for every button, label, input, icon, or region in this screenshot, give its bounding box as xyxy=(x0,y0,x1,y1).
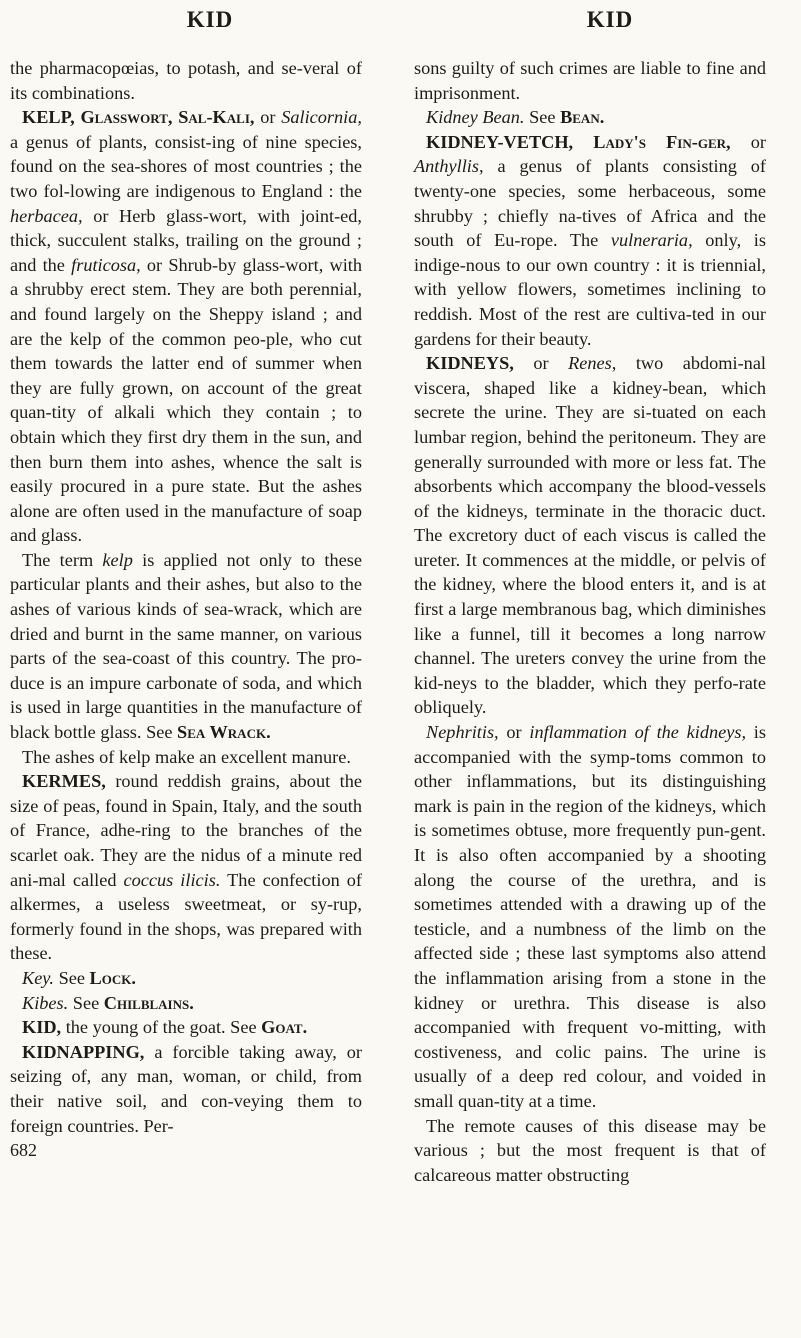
entry-headword: Kidney Bean. xyxy=(426,107,525,128)
running-head-right: KID xyxy=(586,7,634,32)
entry-kermes: KERMES, round reddish grains, about the size of peas, found in Spain, Italy, and the south of France, adhe-ring to the branches of the scarlet oak. They are the nidus of a minute red ani-mal called coccus ilicis. The confection of alkermes, a useless sweetmeat, or sy-rup, formerly found in the shops, was prepared with these. xyxy=(10,771,362,964)
entry-kelp: KELP, Glasswort, Sal-Kali, or Salicornia, a genus of plants, consist-ing of nine species, found on the sea-shores of most countries ; the two fol-lowing are indigenous to England : the herbacea, or Herb glass-wort, with joint-ed, thick, succulent stalks, trailing on the ground ; and the fruticosa, or Shrub-by glass-wort, with a shrubby erect stem. They are both perennial, and found largely on the Sheppy island ; and are the kelp of the common peo-ple, who cut them towards the latter end of summer when they are fully grown, on account of the great quan-tity of alkali which they contain ; to obtain which they first dry them in the sun, and then burn them into ashes, whence the salt is easily procured in a pure state. But the ashes alone are often used in the manufacture of soap and glass. xyxy=(10,107,362,546)
entry-kidnapping: KIDNAPPING, a forcible taking away, or seizing of, any man, woman, or child, from their native soil, and con-veying them to foreign countries. Per- xyxy=(10,1041,362,1136)
entry-headword: KIDNEY-VETCH, xyxy=(426,131,574,152)
running-head-left: KID xyxy=(186,7,234,32)
left-column xyxy=(10,56,362,1163)
entry-headword: KELP, xyxy=(22,107,75,128)
page-number: 682 xyxy=(10,1140,37,1161)
entry-kidneys: KIDNEYS, or Renes, two abdomi-nal viscera, shaped like a kidney-bean, which secrete the urine. They are si-tuated on each lumbar region, behind the peritoneum. They are generally surrounded with more or less fat. The absorbents which accompany the blood-vessels of the kidneys, terminate in the thoracic duct. The excretory duct of each viscus is called the ureter. It commences at the middle, or pelvis of the kidney, where the blood enters it, and is at first a large membranous bag, which diminishes like a funnel, till it becomes a long narrow channel. The ureters convey the urine from the kid-neys to the bladder, which they perfo-rate obliquely. xyxy=(414,353,767,718)
cross-reference: Chilblains. xyxy=(103,992,194,1013)
paragraph-kelp-manure: The ashes of kelp make an excellent manure. xyxy=(22,746,351,767)
paragraph-nephritis: Nephritis, or inflammation of the kidneys, is accompanied with the symp-toms common to other inflammations, but its distinguishing mark is pain in the region of the kidneys, which is sometimes obtuse, more frequently pun-gent. It is also often accompanied by a shooting along the course of the urethra, and is sometimes attended with a drawing up of the testicle, and a numbness of the limb on the affected side ; these last symptoms also attend the inflammation arising from a stone in the kidney or urethra. This disease is also accompanied with frequent vo-mitting, with costiveness, and colic pains. The urine is usually of a deep red colour, and voided in small quan-tity at a time. xyxy=(414,722,766,1111)
entry-headword: KERMES, xyxy=(22,771,106,792)
cross-reference: Lock. xyxy=(89,967,136,988)
entry-headword: KIDNAPPING, xyxy=(22,1041,145,1062)
entry-key: Key. See Lock. xyxy=(22,967,136,988)
cross-reference: Bean. xyxy=(560,107,605,128)
entry-kidney-vetch: KIDNEY-VETCH, Lady's Fin-ger, or Anthyllis, a genus of plants consisting of twenty-one species, some herbaceous, some shrubby ; chiefly na-tives of Africa and the south of Eu-rope. The vulneraria, only, is indige-nous to our own country : it is triennial, with yellow flowers, sometimes inclining to reddish. Most of the rest are cultiva-ted in our gardens for their beauty. xyxy=(414,131,766,349)
entry-kid: KID, the young of the goat. See Goat. xyxy=(22,1017,308,1038)
right-column xyxy=(414,56,766,1187)
paragraph-kidnapping-continued: sons guilty of such crimes are liable to fine and imprisonment. xyxy=(414,58,766,103)
entry-headword: Kibes. xyxy=(22,992,69,1013)
paragraph-nephritis-causes: The remote causes of this disease may be various ; but the most frequent is that of calcareous matter obstructing xyxy=(414,1115,766,1185)
entry-headword: KIDNEYS, xyxy=(426,353,514,374)
entry-headword: Key. xyxy=(22,967,54,988)
entry-kidney-bean: Kidney Bean. See Bean. xyxy=(426,107,605,128)
entry-headword: KID, xyxy=(22,1017,62,1038)
cross-reference: Goat. xyxy=(261,1017,308,1038)
cross-reference: Sea Wrack. xyxy=(177,722,271,743)
entry-kibes: Kibes. See Chilblains. xyxy=(22,992,194,1013)
paragraph-potash-continued: the pharmacopœias, to potash, and se-veral of its combinations. xyxy=(10,58,362,103)
paragraph-kelp-term: The term kelp is applied not only to these particular plants and their ashes, but also to the ashes of various kinds of sea-wrack, which are dried and burnt in the same manner, on various parts of the sea-coast of this country. The pro-duce is an impure carbonate of soda, and which is used in large quantities in the manufacture of black bottle glass. See Sea Wrack. xyxy=(10,549,362,743)
